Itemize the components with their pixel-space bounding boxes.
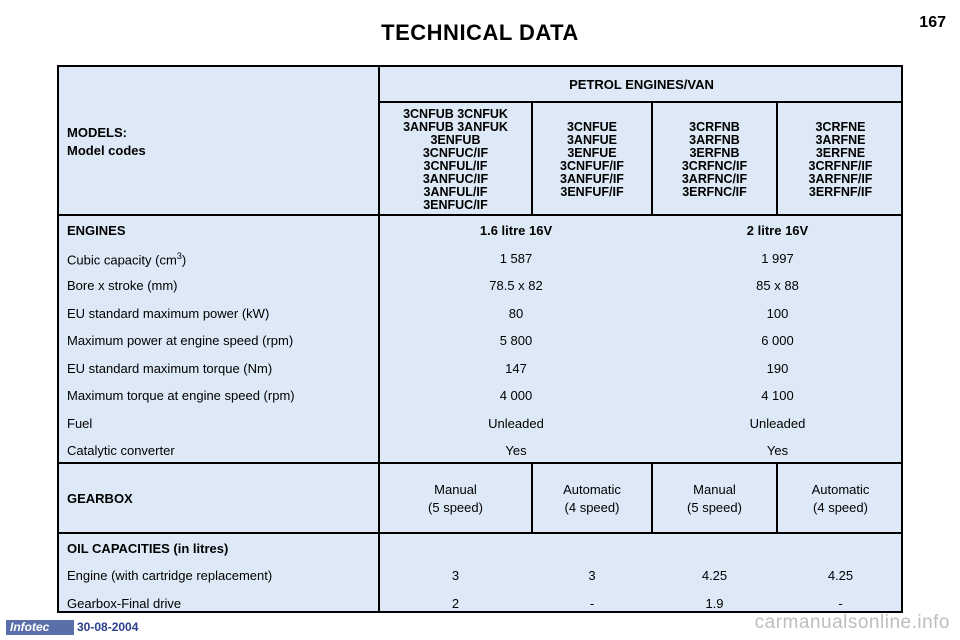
gearbox-value: Automatic (4 speed) xyxy=(563,482,621,515)
row-value: Unleaded xyxy=(749,416,806,431)
petrol-engines-header: PETROL ENGINES/VAN xyxy=(569,77,714,92)
row-value: 6 000 xyxy=(761,333,794,348)
divider xyxy=(59,214,901,216)
page-title: TECHNICAL DATA xyxy=(381,20,579,45)
row-value: 190 xyxy=(766,361,789,376)
row-value: Yes xyxy=(505,443,527,458)
divider xyxy=(59,532,901,534)
row-label: Catalytic converter xyxy=(67,443,175,458)
gearbox-value: Automatic (4 speed) xyxy=(811,482,870,515)
row-value: Unleaded xyxy=(488,416,544,431)
row-value: 3 xyxy=(451,568,460,583)
row-label: Engine (with cartridge replacement) xyxy=(67,568,273,583)
engine-col-2-header: 2 litre 16V xyxy=(746,223,809,238)
models-label: MODELS: xyxy=(67,125,127,140)
model-codes-col-2: 3CNFUE 3ANFUE 3ENFUE 3CNFUF/IF 3ANFUF/IF 3ENFUF/IF xyxy=(560,120,624,199)
row-label: EU standard maximum power (kW) xyxy=(67,306,270,321)
technical-data-table xyxy=(57,65,903,613)
row-value: 1 587 xyxy=(499,251,533,266)
gearbox-value: Manual (5 speed) xyxy=(428,482,483,515)
row-value: Yes xyxy=(766,443,789,458)
model-codes-col-1: 3CNFUB 3CNFUK 3ANFUB 3ANFUK 3ENFUB 3CNFUC/IF 3CNFUL/IF 3ANFUC/IF 3ANFUL/IF 3ENFUC/IF xyxy=(403,107,508,212)
watermark: carmanualsonline.info xyxy=(754,612,950,633)
gearbox-label: GEARBOX xyxy=(67,491,133,506)
row-label: EU standard maximum torque (Nm) xyxy=(67,361,273,376)
row-value: - xyxy=(838,596,843,611)
model-codes-col-3: 3CRFNB 3ARFNB 3ERFNB 3CRFNC/IF 3ARFNC/IF 3ERFNC/IF xyxy=(681,120,748,199)
footer-date: 30-08-2004 xyxy=(77,620,139,634)
row-value: 4.25 xyxy=(701,568,728,583)
row-label: Gearbox-Final drive xyxy=(67,596,182,611)
row-label: Bore x stroke (mm) xyxy=(67,278,178,293)
row-label: Maximum power at engine speed (rpm) xyxy=(67,333,294,348)
row-value: - xyxy=(589,596,595,611)
row-value: 100 xyxy=(766,306,789,321)
row-value: 4 100 xyxy=(761,388,794,403)
model-codes-label: Model codes xyxy=(67,143,146,158)
oil-capacities-label: OIL CAPACITIES (in litres) xyxy=(67,541,229,556)
row-value: 85 x 88 xyxy=(756,278,799,293)
divider xyxy=(379,101,901,103)
infotec-logo: Infotec xyxy=(6,620,74,635)
row-value: 5 800 xyxy=(499,333,533,348)
row-value: 1 997 xyxy=(761,251,794,266)
row-value: 3 xyxy=(588,568,596,583)
row-value: 147 xyxy=(505,361,527,376)
page-number: 167 xyxy=(919,14,946,31)
row-value: 4 000 xyxy=(499,388,533,403)
row-value: 80 xyxy=(508,306,524,321)
row-label: Fuel xyxy=(67,416,93,431)
row-value: 1.9 xyxy=(705,596,724,611)
row-label: Maximum torque at engine speed (rpm) xyxy=(67,388,295,403)
model-codes-col-4: 3CRFNE 3ARFNE 3ERFNE 3CRFNF/IF 3ARFNF/IF 3ERFNF/IF xyxy=(808,120,873,199)
row-value: 78.5 x 82 xyxy=(489,278,543,293)
row-value: 4.25 xyxy=(827,568,854,583)
row-value: 2 xyxy=(451,596,460,611)
divider xyxy=(59,462,901,464)
engines-label: ENGINES xyxy=(67,223,126,238)
row-label: Cubic capacity $(cm^3)$ xyxy=(67,251,187,268)
engine-col-1-header: 1.6 litre 16V xyxy=(479,223,553,238)
gearbox-value: Manual (5 speed) xyxy=(687,482,742,515)
